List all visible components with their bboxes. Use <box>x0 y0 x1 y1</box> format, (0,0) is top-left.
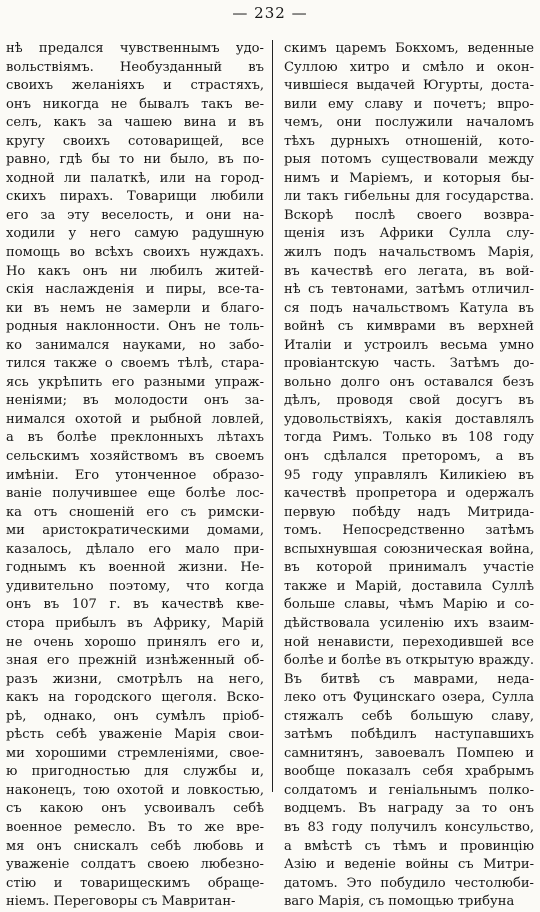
text-line: ми аристократическими домами, <box>6 523 264 539</box>
text-line: сельскимъ хозяйствомъ въ своемъ <box>6 449 264 465</box>
page-number: — 232 — <box>232 4 308 22</box>
text-line: самнитянъ, завоевалъ Помпею и <box>284 745 534 761</box>
text-line: леко отъ Фуцинскаго озера, Сулла <box>284 690 534 706</box>
text-line: стію и товарищескимъ обраще- <box>6 875 264 891</box>
text-line: въ 83 году получилъ консульство, <box>284 819 534 835</box>
text-line: а вмѣстѣ съ тѣмъ и провинцію <box>284 838 534 854</box>
text-line: онъ никогда не бывалъ такъ ве- <box>6 96 264 112</box>
text-line: уваженіе солдатъ своею любезно- <box>6 857 264 873</box>
text-line: ки въ немъ не замерли и благо- <box>6 300 264 316</box>
text-line: ходили у него самую радушную <box>6 226 264 242</box>
text-line: щенія изъ Африки Сулла слу- <box>284 226 534 242</box>
text-line: удивительно поэтому, что когда <box>6 578 264 594</box>
text-line: тогда Римъ. Только въ 108 году <box>284 430 534 446</box>
text-line: тѣхъ дурныхъ отношеній, кото- <box>284 133 534 149</box>
text-line: вольствіямъ. Необузданный въ <box>6 59 264 75</box>
text-line: вили ему славу и почетъ; впро- <box>284 96 534 112</box>
text-line: рыя потомъ существовали между <box>284 152 534 168</box>
text-line: болѣе и болѣе въ открытую вражду. <box>284 653 534 669</box>
text-line: скимъ царемъ Бокхомъ, веденные <box>284 41 534 56</box>
text-line: стяжалъ себѣ большую славу, <box>284 708 534 724</box>
column-divider <box>272 40 273 792</box>
text-line: вольно долго онъ оставался безъ <box>284 374 534 390</box>
text-line: стора прибылъ въ Африку, Марій <box>6 615 264 631</box>
text-line: скія наслажденія и пиры, все-та- <box>6 282 264 298</box>
right-text-column <box>284 40 534 910</box>
text-line: дѣлъ, проводя свой досугъ въ <box>284 393 534 409</box>
text-line: селъ, какъ за чашею вина и въ <box>6 115 264 131</box>
text-line: Суллою хитро и смѣло и окон- <box>284 59 534 75</box>
text-line: имѣніи. Его утонченное образо- <box>6 467 264 483</box>
text-line: вспыхнувшая союзническая война, <box>284 541 534 557</box>
text-line: нѣ съ тевтонами, затѣмъ отличил- <box>284 282 534 298</box>
text-line: онъ въ 107 г. въ качествѣ кве- <box>6 597 264 613</box>
text-line: Но какъ онъ ни любилъ житей- <box>6 263 264 279</box>
text-line: ваніе получившее еще болѣе лос- <box>6 486 264 502</box>
text-line: своихъ желаніяхъ и страстяхъ, <box>6 78 264 94</box>
text-line: рѣсть себѣ уваженіе Марія свои- <box>6 727 264 743</box>
text-line: томъ. Непосредственно затѣмъ <box>284 523 534 539</box>
text-line: также и Марій, доставила Суллѣ <box>284 578 534 594</box>
text-line: 95 году управлялъ Киликіею въ <box>284 467 534 483</box>
text-line: ваго Марія, съ помощью трибуна <box>284 894 515 910</box>
text-line: въ которой принималъ участіе <box>284 560 534 576</box>
text-line: казалось, дѣлало его мало при- <box>6 541 264 557</box>
text-line: разъ жизни, смотрѣлъ на него, <box>6 671 264 687</box>
text-line: равно, гдѣ бы то ни было, въ по- <box>6 152 264 168</box>
text-line: помощь во всѣхъ своихъ нуждахъ. <box>6 245 264 261</box>
text-line: войнѣ съ кимврами въ верхней <box>284 319 534 335</box>
text-line: провіантскую часть. Затѣмъ до- <box>284 356 534 372</box>
text-line: неніями; въ молодости онъ за- <box>6 393 264 409</box>
text-line: рѣ, однако, онъ сумѣлъ пріоб- <box>6 708 264 724</box>
text-line: скихъ пирахъ. Товарищи любили <box>6 189 264 205</box>
text-line: кругу своихъ сотоварищей, все <box>6 133 264 149</box>
text-line: съ какою онъ усвоивалъ себѣ <box>6 801 264 817</box>
text-line: ми хорошими стремленіями, свое- <box>6 745 264 761</box>
text-line: нимъ и Маріемъ, и которыя бы- <box>284 170 534 186</box>
text-line: какъ на городского щеголя. Вскo- <box>6 690 264 706</box>
text-line: его за эту веселость, и они на- <box>6 207 264 223</box>
text-line: тился также о своемъ тѣлѣ, стара- <box>6 356 264 372</box>
text-line: ся подъ начальствомъ Катула въ <box>284 300 534 316</box>
left-text-column <box>6 40 264 910</box>
text-line: солдатомъ и геніальнымъ полко- <box>284 782 534 798</box>
text-line: ко занимался науками, но забо- <box>6 337 264 353</box>
text-line: жилъ подъ начальствомъ Марія, <box>284 245 534 261</box>
text-line: Азію и веденіе войны съ Митри- <box>284 857 534 873</box>
text-line: Въ битвѣ съ маврами, неда- <box>284 671 534 687</box>
text-line: мя онъ снискалъ себѣ любовь и <box>6 838 264 854</box>
text-line: военное ремесло. Въ то же вре- <box>6 819 264 835</box>
text-line: ли такъ гибельны для государства. <box>284 189 534 205</box>
text-line: нѣ предался чувственнымъ удо- <box>6 41 264 56</box>
text-line: онъ сдѣлался преторомъ, а въ <box>284 449 534 465</box>
text-line: Вскорѣ послѣ своего возвра- <box>284 207 534 223</box>
text-line: годнымъ къ военной жизни. Не- <box>6 560 264 576</box>
text-line: чившіеся выдачей Югурты, доста- <box>284 78 534 94</box>
text-line: не очень хорошо принялъ его и, <box>6 634 264 650</box>
text-line: затѣмъ побѣдилъ наступавшихъ <box>284 727 534 743</box>
text-line: зная его прежній изнѣженный об- <box>6 653 264 669</box>
text-line: ніемъ. Переговоры съ Мавритан- <box>6 894 236 910</box>
text-line: ка отъ сношеній его съ римски- <box>6 504 264 520</box>
text-line: дѣйствовала усиленію ихъ взаим- <box>284 615 534 631</box>
text-line: датомъ. Это побудило честолюби- <box>284 875 534 891</box>
text-line: нимался охотой и рыбной ловлей, <box>6 411 264 427</box>
text-line: чемъ, они послужили началомъ <box>284 115 534 131</box>
text-line: качествѣ пропретора и одержалъ <box>284 486 534 502</box>
text-line: наконецъ, тою охотой и ловкостью, <box>6 782 264 798</box>
text-line: родныя наклонности. Онъ не толь- <box>6 319 264 335</box>
text-line: ной ненависти, переходившей все <box>284 634 534 650</box>
text-line: больше славы, чѣмъ Марію и со- <box>284 597 534 613</box>
text-line: ходной ли палаткѣ, или на город- <box>6 170 264 186</box>
text-line: удовольствіяхъ, какія доставлялъ <box>284 411 534 427</box>
text-line: а въ болѣе преклонныхъ лѣтахъ <box>6 430 264 446</box>
text-line: ю пригодностью для службы и, <box>6 764 264 780</box>
text-line: ясь укрѣпить его разными упраж- <box>6 374 264 390</box>
text-line: Италіи и устроилъ весьма умно <box>284 337 534 353</box>
text-line: водцемъ. Въ награду за то онъ <box>284 801 534 817</box>
text-line: вообще показалъ себя храбрымъ <box>284 764 534 780</box>
text-line: въ качествѣ его легата, въ вой- <box>284 263 534 279</box>
text-line: первую побѣду надъ Митрида- <box>284 504 534 520</box>
